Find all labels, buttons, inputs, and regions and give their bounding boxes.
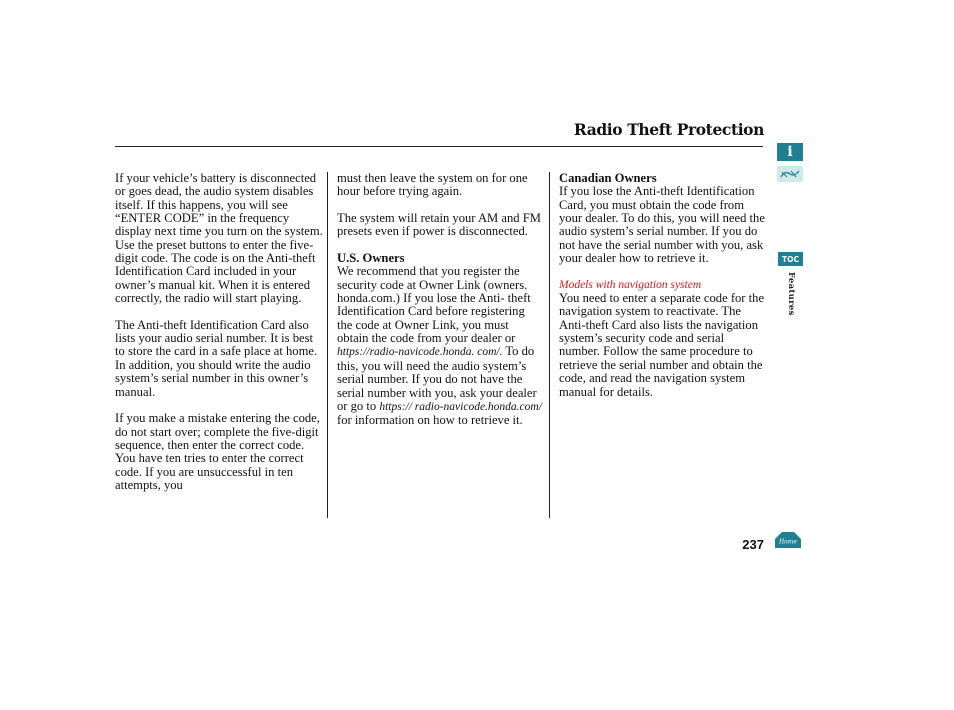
paragraph-wait: must then leave the system on for one hour before trying again. xyxy=(337,171,528,199)
navicode-link-2[interactable]: https:// radio-navicode.honda.com/ xyxy=(379,400,542,413)
text-column-2 xyxy=(337,172,543,441)
section-tab-features[interactable]: Features xyxy=(786,272,796,316)
navicode-link-1[interactable]: https://radio-navicode.honda. com/. xyxy=(337,346,503,359)
page-number: 237 xyxy=(742,537,764,552)
navigation-system-text: You need to enter a separate code for the navigation system to reactivate. The Anti-theft Card also lists the navigation system’s security code and serial number. Follow the same procedure to retrieve the serial number and obtain the code, and read the navigation system manual for details. xyxy=(559,291,765,399)
info-button[interactable] xyxy=(777,143,803,161)
paragraph-presets: The system will retain your AM and FM presets even if power is disconnected. xyxy=(337,211,541,239)
us-owners-text xyxy=(337,265,543,427)
index-icon xyxy=(779,168,801,180)
canadian-owners-heading: Canadian Owners xyxy=(559,171,657,185)
home-button[interactable] xyxy=(774,531,802,549)
us-text-part-2: To do this, you will need the audio system’s serial number. If you do not have the serial number with you, ask your dealer or go to xyxy=(337,344,537,413)
column-divider-1 xyxy=(327,172,328,518)
canadian-owners-text: If you lose the Anti-theft Identification Card, you must obtain the code from your dealer. To do this, you will need the audio system’s serial number. If you do not have the serial number with you, ask your dealer how to retrieve it. xyxy=(559,184,765,266)
paragraph-mistake: If you make a mistake entering the code, do not start over; complete the five-digit sequence, then enter the correct code. You have ten tries to enter the correct code. If you are unsuccessful in ten attempts, you xyxy=(115,411,320,492)
paragraph-serial: The Anti-theft Identification Card also lists your audio serial number. It is best to store the card in a safe place at home. In addition, you should write the audio system’s serial number in this owner’s manual. xyxy=(115,317,318,399)
navigation-models-note: Models with navigation system xyxy=(559,278,702,291)
paragraph-battery: If your vehicle’s battery is disconnected or goes dead, the audio system disables itself. If this happens, you will see “ENTER CODE” in the frequency display next time you turn on the system. Use the preset buttons to enter the five-digit code. The code is on the Anti-theft Identification Card included in your owner’s manual kit. When it is entered correctly, the radio will start playing. xyxy=(115,171,323,306)
title-rule xyxy=(115,146,763,147)
home-label: Home xyxy=(778,538,798,546)
page-title: Radio Theft Protection xyxy=(573,120,764,139)
text-column-1 xyxy=(115,172,325,506)
us-owners-heading: U.S. Owners xyxy=(337,251,405,266)
us-text-part-1: We recommend that you register the security code at Owner Link (owners. honda.com.) If you lose the Anti- theft Identification Card before registering the code at Owner Link, you must obtain the code from your dealer or xyxy=(337,264,531,346)
index-button[interactable] xyxy=(777,166,803,182)
info-icon: i xyxy=(787,144,793,160)
toc-button[interactable]: TOC xyxy=(778,252,803,266)
text-column-3 xyxy=(559,172,765,412)
us-text-part-3: for information on how to retrieve it. xyxy=(337,413,523,428)
column-divider-2 xyxy=(549,172,550,518)
